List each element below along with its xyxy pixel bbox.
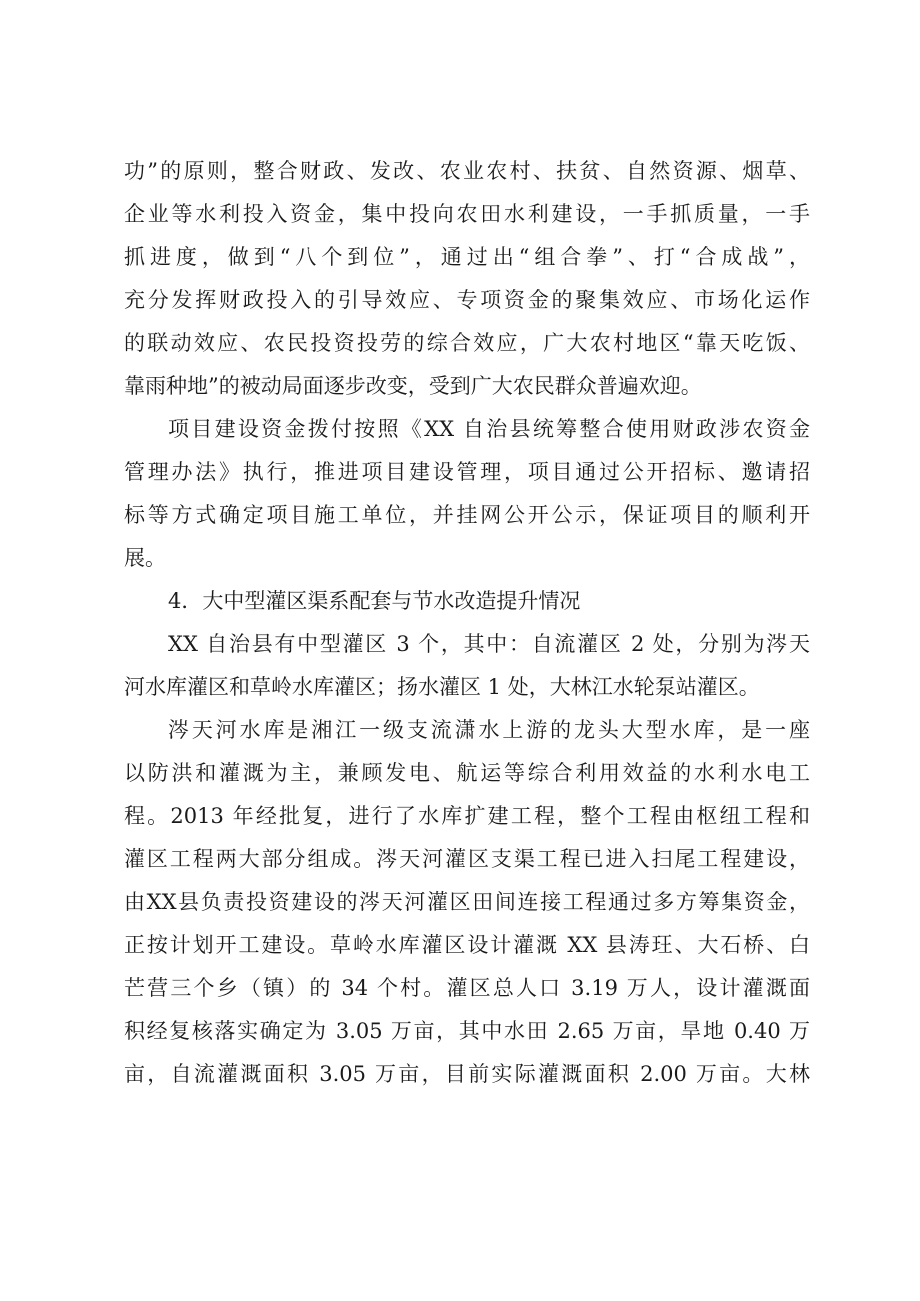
document-body: [124, 150, 810, 1096]
text-line: 标等方式确定项目施工单位，并挂网公开公示，保证项目的顺利开: [124, 503, 810, 527]
text-line: 积经复核落实确定为 3.05 万亩，其中水田 2.65 万亩，旱地 0.40 万: [124, 1019, 810, 1043]
text-line: 正按计划开工建设。草岭水库灌区设计灌溉 XX 县涛玨、大石桥、白: [124, 933, 810, 957]
text-line: 抓进度，做到“八个到位”，通过出“组合拳”、打“合成战”，: [124, 245, 810, 269]
text-line: 芒营三个乡（镇）的 34 个村。灌区总人口 3.19 万人，设计灌溉面: [124, 976, 810, 1000]
text-line: XX 自治县有中型灌区 3 个，其中：自流灌区 2 处，分别为涔天: [168, 632, 810, 656]
text-line: 以防洪和灌溉为主，兼顾发电、航运等综合利用效益的水利水电工: [124, 761, 810, 785]
text-line: 项目建设资金拨付按照《XX 自治县统筹整合使用财政涉农资金: [168, 417, 810, 441]
paragraph-irrigation-districts: [124, 623, 810, 709]
text-line: 靠雨种地”的被动局面逐步改变，受到广大农民群众普遍欢迎。: [124, 374, 702, 398]
paragraph-fund-disbursement: [124, 408, 810, 580]
text-line: 亩，自流灌溉面积 3.05 万亩，目前实际灌溉面积 2.00 万亩。大林: [124, 1062, 810, 1086]
text-line: 程。2013 年经批复，进行了水库扩建工程，整个工程由枢纽工程和: [124, 804, 810, 828]
section-heading: 4．大中型灌区渠系配套与节水改造提升情况: [168, 589, 581, 613]
text-line: 企业等水利投入资金，集中投向农田水利建设，一手抓质量，一手: [124, 202, 810, 226]
text-line: 管理办法》执行，推进项目建设管理，项目通过公开招标、邀请招: [124, 460, 810, 484]
text-line: 涔天河水库是湘江一级支流潇水上游的龙头大型水库，是一座: [168, 718, 810, 742]
paragraph-funding-integration: [124, 150, 810, 408]
text-line: 功”的原则，整合财政、发改、农业农村、扶贫、自然资源、烟草、: [124, 159, 810, 183]
text-line: 由XX县负责投资建设的涔天河灌区田间连接工程通过多方筹集资金，: [124, 890, 810, 914]
text-line: 的联动效应、农民投资投劳的综合效应，广大农村地区“靠天吃饭、: [124, 331, 810, 355]
text-line: 充分发挥财政投入的引导效应、专项资金的聚集效应、市场化运作: [124, 288, 810, 312]
text-line: 河水库灌区和草岭水库灌区；扬水灌区 1 处，大林江水轮泵站灌区。: [124, 675, 760, 699]
text-line: 灌区工程两大部分组成。涔天河灌区支渠工程已进入扫尾工程建设，: [124, 847, 810, 871]
paragraph-reservoir-details: [124, 709, 810, 1096]
text-line: 展。: [124, 546, 166, 570]
